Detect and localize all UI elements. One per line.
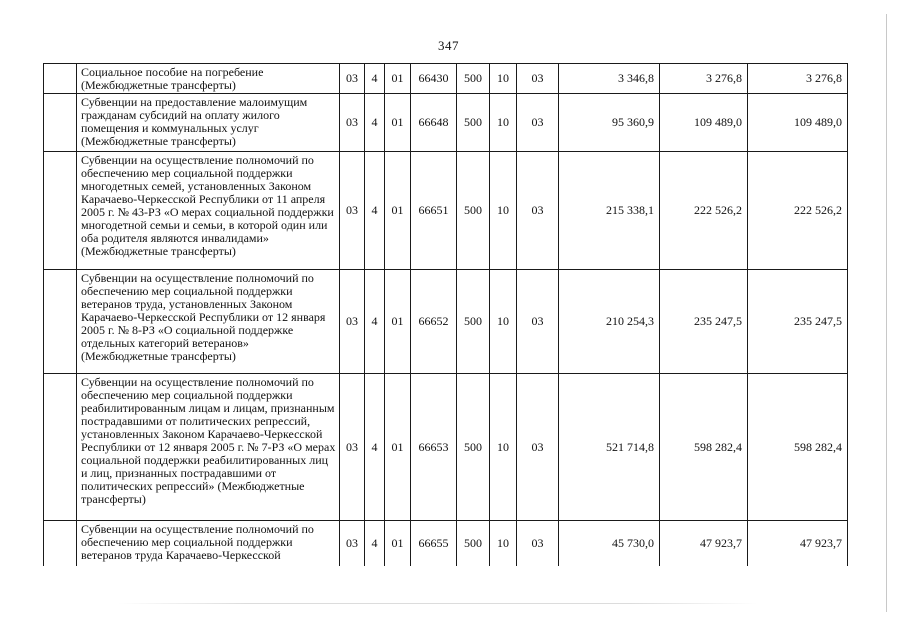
code-cell: 10 (490, 521, 517, 566)
table-row (44, 270, 848, 374)
code-cell: 03 (517, 64, 559, 94)
table-row (44, 64, 848, 94)
amount-cell: 598 282,4 (748, 374, 848, 521)
code-cell: 4 (365, 374, 385, 521)
amount-cell: 521 714,8 (559, 374, 660, 521)
amount-cell: 47 923,7 (748, 521, 848, 566)
table-row (44, 94, 848, 152)
code-cell: 10 (490, 374, 517, 521)
code-cell: 03 (517, 270, 559, 374)
table-row (44, 374, 848, 521)
code-cell: 01 (385, 374, 411, 521)
amount-cell: 95 360,9 (559, 94, 660, 152)
code-cell: 10 (490, 94, 517, 152)
code-cell: 500 (457, 152, 490, 270)
scan-edge-line (886, 14, 887, 612)
amount-cell: 222 526,2 (660, 152, 748, 270)
code-cell: 10 (490, 64, 517, 94)
scan-smudge (118, 603, 758, 604)
code-cell: 03 (340, 270, 365, 374)
code-cell: 66651 (411, 152, 457, 270)
code-cell: 03 (340, 152, 365, 270)
amount-cell: 222 526,2 (748, 152, 848, 270)
code-cell: 01 (385, 94, 411, 152)
code-cell: 66653 (411, 374, 457, 521)
amount-cell: 3 276,8 (748, 64, 848, 94)
row-number-cell (44, 152, 77, 270)
row-number-cell (44, 270, 77, 374)
description-cell: Субвенции на осуществление полномочий по обеспечению мер социальной поддержки реабилитированным лицам и лицам, признанным пострадавшими от политических репрессий, установленных Законом Карачаево-Черкесской Республики от 12 января 2005 г. № 7-РЗ «О мерах социальной поддержки реабилитированных лиц и лиц, признанных пострадавшими от политических репрессий» (Межбюджетные трансферты) (77, 374, 340, 521)
amount-cell: 3 346,8 (559, 64, 660, 94)
code-cell: 03 (340, 374, 365, 521)
amount-cell: 235 247,5 (660, 270, 748, 374)
page-number: 347 (438, 38, 459, 53)
code-cell: 4 (365, 521, 385, 566)
row-number-cell (44, 374, 77, 521)
table-row (44, 521, 848, 566)
amount-cell: 210 254,3 (559, 270, 660, 374)
code-cell: 500 (457, 270, 490, 374)
code-cell: 01 (385, 64, 411, 94)
code-cell: 500 (457, 64, 490, 94)
code-cell: 4 (365, 94, 385, 152)
code-cell: 66648 (411, 94, 457, 152)
budget-table (43, 63, 848, 566)
code-cell: 66655 (411, 521, 457, 566)
code-cell: 500 (457, 94, 490, 152)
amount-cell: 45 730,0 (559, 521, 660, 566)
description-cell: Субвенции на осуществление полномочий по обеспечению мер социальной поддержки ветеранов труда Карачаево-Черкесской (77, 521, 340, 566)
table-row (44, 152, 848, 270)
code-cell: 66652 (411, 270, 457, 374)
amount-cell: 109 489,0 (748, 94, 848, 152)
amount-cell: 47 923,7 (660, 521, 748, 566)
code-cell: 03 (517, 152, 559, 270)
row-number-cell (44, 64, 77, 94)
code-cell: 500 (457, 521, 490, 566)
description-cell: Социальное пособие на погребение (Межбюджетные трансферты) (77, 64, 340, 94)
code-cell: 10 (490, 152, 517, 270)
amount-cell: 235 247,5 (748, 270, 848, 374)
code-cell: 01 (385, 152, 411, 270)
code-cell: 01 (385, 521, 411, 566)
amount-cell: 3 276,8 (660, 64, 748, 94)
code-cell: 66430 (411, 64, 457, 94)
description-cell: Субвенции на осуществление полномочий по обеспечению мер социальной поддержки многодетных семей, установленных Законом Карачаево-Черкесской Республики от 11 апреля 2005 г. № 43-РЗ «О мерах социальной поддержки многодетной семьи и семьи, в которой один или оба родителя являются инвалидами» (Межбюджетные трансферты) (77, 152, 340, 270)
code-cell: 4 (365, 270, 385, 374)
row-number-cell (44, 521, 77, 566)
code-cell: 01 (385, 270, 411, 374)
code-cell: 4 (365, 64, 385, 94)
code-cell: 03 (340, 521, 365, 566)
description-cell: Субвенции на осуществление полномочий по обеспечению мер социальной поддержки ветеранов труда, установленных Законом Карачаево-Черкесской Республики от 12 января 2005 г. № 8-РЗ «О социальной поддержке отдельных категорий ветеранов» (Межбюджетные трансферты) (77, 270, 340, 374)
code-cell: 03 (340, 94, 365, 152)
amount-cell: 109 489,0 (660, 94, 748, 152)
row-number-cell (44, 94, 77, 152)
code-cell: 500 (457, 374, 490, 521)
code-cell: 10 (490, 270, 517, 374)
code-cell: 03 (340, 64, 365, 94)
code-cell: 4 (365, 152, 385, 270)
description-cell: Субвенции на предоставление малоимущим гражданам субсидий на оплату жилого помещения и коммунальных услуг (Межбюджетные трансферты) (77, 94, 340, 152)
amount-cell: 215 338,1 (559, 152, 660, 270)
code-cell: 03 (517, 521, 559, 566)
code-cell: 03 (517, 374, 559, 521)
code-cell: 03 (517, 94, 559, 152)
amount-cell: 598 282,4 (660, 374, 748, 521)
